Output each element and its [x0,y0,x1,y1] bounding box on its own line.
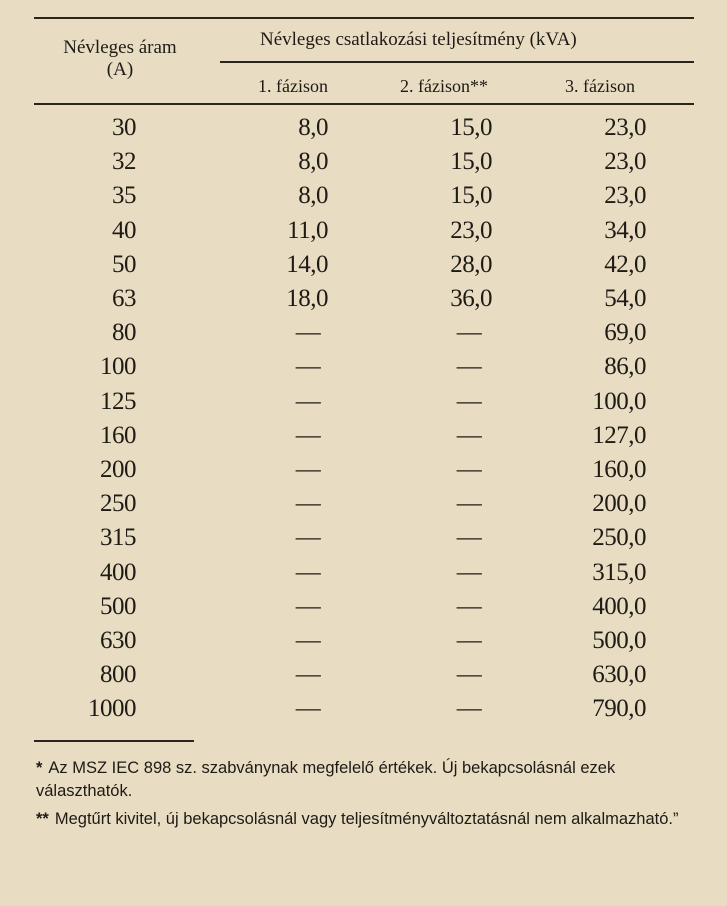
cell-phase1: — [295,558,321,586]
cell-phase2: — [456,319,482,347]
header-bottom-rule [34,103,694,105]
cell-phase3: 127,0 [592,421,646,449]
cell-phase2: — [456,592,482,620]
cell-phase1: — [295,695,321,723]
table-row [0,454,727,488]
table-row [0,215,727,249]
cell-current: 40 [112,216,136,244]
cell-phase2: 36,0 [450,285,492,312]
table-row [0,146,727,180]
cell-phase3: 42,0 [604,250,646,278]
table-row [0,522,727,556]
table-bottom-rule [34,740,194,742]
cell-phase1: — [295,524,321,552]
table-row [0,693,727,727]
cell-current: 125 [100,387,136,415]
cell-phase2: 15,0 [450,148,492,176]
current-header-line1: Névleges áram [63,37,177,58]
cell-current: 630 [100,627,136,654]
cell-current: 800 [100,661,136,689]
cell-current: 100 [100,353,136,381]
cell-phase1: 8,0 [298,148,328,176]
cell-current: 315 [100,524,136,552]
header-group-rule [220,61,694,63]
table-row [0,591,727,625]
cell-phase3: 315,0 [592,558,646,586]
cell-phase3: 23,0 [604,182,646,210]
table-top-rule [34,17,694,19]
cell-phase1: — [295,490,321,518]
table-row [0,488,727,522]
footnote-1-text: Az MSZ IEC 898 sz. szabványnak megfelelő értékek. Új bekapcsolásnál ezek választhatók. [36,759,616,800]
cell-current: 32 [112,148,136,176]
cell-current: 250 [100,490,136,518]
table-row [0,659,727,693]
cell-phase3: 69,0 [604,319,646,347]
cell-phase1: — [295,353,321,381]
cell-phase2: 23,0 [450,216,492,244]
cell-phase2: — [456,695,482,723]
cell-phase2: — [456,421,482,449]
cell-phase3: 160,0 [592,456,646,483]
cell-phase3: 23,0 [604,148,646,176]
cell-phase3: 500,0 [592,627,646,654]
cell-phase1: — [295,319,321,347]
cell-phase3: 250,0 [592,524,646,552]
table-row [0,625,727,659]
cell-phase2: — [456,456,482,483]
cell-phase1: 11,0 [287,216,328,244]
cell-phase2: — [456,661,482,689]
cell-current: 35 [112,182,136,210]
footnote-2 [36,808,701,831]
phase3-header: 3. fázison [565,76,635,96]
cell-phase1: — [295,592,321,620]
phase1-header: 1. fázison [258,76,328,96]
cell-phase1: — [295,387,321,415]
footnote-1 [36,757,701,803]
cell-phase2: — [456,353,482,381]
cell-phase1: 8,0 [298,114,328,141]
cell-phase2: — [456,558,482,586]
table-row [0,317,727,351]
cell-current: 30 [112,114,136,141]
table-row [0,249,727,283]
cell-phase3: 630,0 [592,661,646,689]
cell-phase3: 86,0 [604,353,646,381]
footnote-2-text: Megtűrt kivitel, új bekapcsolásnál vagy teljesítményváltoztatásnál nem alkalmazható.” [54,810,679,828]
cell-phase1: 18,0 [286,285,328,312]
cell-current: 400 [100,558,136,586]
cell-phase2: — [456,387,482,415]
power-group-header: Névleges csatlakozási teljesítmény (kVA) [260,29,577,50]
cell-current: 1000 [88,695,136,723]
cell-phase2: — [456,627,482,654]
cell-phase3: 200,0 [592,490,646,518]
cell-phase1: 8,0 [298,182,328,210]
cell-current: 50 [112,250,136,278]
table-row [0,386,727,420]
phase2-header: 2. fázison** [400,76,488,96]
cell-phase3: 400,0 [592,592,646,620]
cell-phase3: 100,0 [592,387,646,415]
cell-phase2: 28,0 [450,250,492,278]
table-row [0,112,727,146]
cell-phase2: 15,0 [450,114,492,141]
table-row [0,420,727,454]
cell-current: 200 [100,456,136,483]
footnote-1-marker: * [36,759,43,777]
cell-current: 500 [100,592,136,620]
cell-phase3: 23,0 [604,114,646,141]
current-column-header [30,37,210,81]
table-row [0,283,727,317]
footnote-2-marker: ** [36,810,49,828]
cell-phase3: 790,0 [592,695,646,723]
cell-current: 63 [112,285,136,312]
cell-phase1: 14,0 [286,250,328,278]
cell-phase2: — [456,524,482,552]
cell-phase1: — [295,456,321,483]
table-row [0,557,727,591]
cell-phase2: 15,0 [450,182,492,210]
cell-current: 160 [100,421,136,449]
table-row [0,351,727,385]
cell-phase3: 34,0 [604,216,646,244]
cell-phase2: — [456,490,482,518]
cell-phase1: — [295,421,321,449]
current-header-line2: (A) [106,59,134,80]
table-row [0,180,727,214]
cell-phase1: — [295,661,321,689]
cell-current: 80 [112,319,136,347]
cell-phase1: — [295,627,321,654]
cell-phase3: 54,0 [604,285,646,312]
